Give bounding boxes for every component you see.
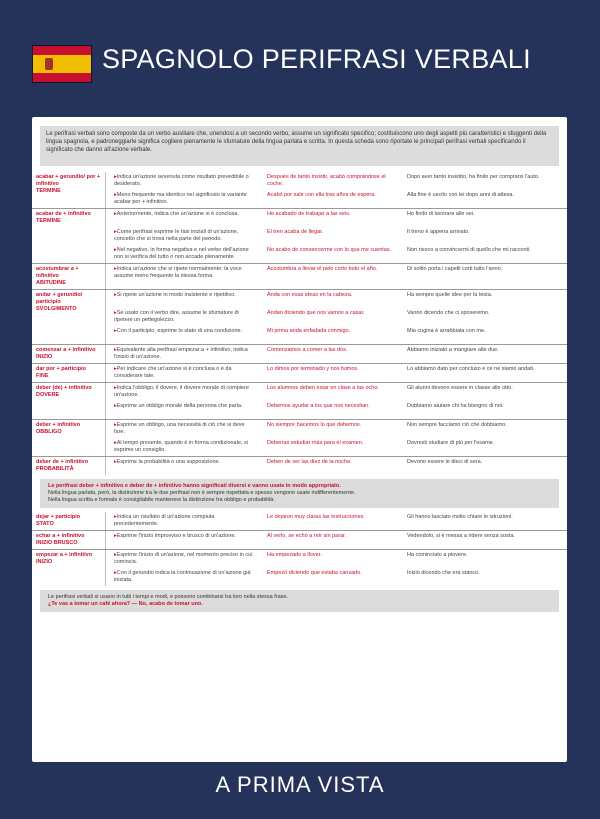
italian-translation: Mia cugina è arrabbiata con me. — [407, 328, 486, 334]
periphrasis-label — [32, 264, 106, 289]
spanish-example: He acabado de trabajar a las seis. — [267, 211, 351, 217]
table-row — [32, 456, 567, 475]
usage-description: ▸ Esprime l'inizio improvviso e brusco di un'azione. — [106, 533, 261, 547]
periphrasis-tag: INIZIO BRUSCO — [36, 540, 78, 546]
usage-description: ▸ Se usato con il verbo dire, assume le sfumature di ripetere un pettegolezzo. — [106, 310, 261, 324]
usage-list — [106, 420, 567, 456]
note-lead: Le perifrasi verbali si usano in tutti i tempi e modi, e possono combinarsi tra loro nella stessa frase. — [48, 594, 288, 600]
usage-description: ▸ Nel negativo, in forma negativa e nel verbo dell'azione non si verifica del tutto o non accade pienamente. — [106, 247, 261, 261]
periphrasis-tag: FINE — [36, 373, 49, 379]
periphrasis-tag: TERMINE — [36, 218, 61, 224]
usage-item — [106, 264, 567, 282]
usage-list — [106, 209, 567, 263]
periphrasis-form: comenzar a + infinitivo — [36, 347, 96, 353]
usage-item — [106, 345, 567, 363]
note-lines — [48, 601, 551, 608]
periphrasis-label — [32, 364, 106, 382]
italian-translation: Dobbiamo aiutare chi ha bisogno di noi. — [407, 403, 504, 409]
usage-item — [106, 326, 567, 344]
periphrasis-form: deber de + infinitivo — [36, 459, 89, 465]
usage-item — [106, 531, 567, 549]
usage-item — [106, 383, 567, 401]
usage-list — [106, 512, 567, 530]
periphrasis-form: dar por + participio — [36, 366, 86, 372]
table-row — [32, 512, 567, 530]
usage-list — [106, 531, 567, 549]
usage-list — [106, 457, 567, 475]
usage-item — [106, 190, 567, 208]
note-line: Nella lingua scritta e formale è consigliabile mantenere la distinzione tra obbligo e probabilità. — [48, 497, 275, 503]
note-box-1 — [40, 479, 559, 508]
periphrasis-label — [32, 420, 106, 456]
periphrasis-form: deber (de) + infinitivo — [36, 385, 92, 391]
periphrasis-label — [32, 512, 106, 530]
spanish-example: Deben de ser las diez de la noche. — [267, 459, 352, 465]
spanish-example: Los alumnos deben estar en clase a las ocho. — [267, 385, 379, 391]
italian-translation: Lo abbiamo dato per concluso e ce ne siamo andati. — [407, 366, 535, 372]
usage-list — [106, 290, 567, 344]
table-row — [32, 289, 567, 344]
periphrasis-label — [32, 550, 106, 586]
italian-translation: Dopo aver tanto insistito, ha finito per comprarsi l'auto. — [407, 174, 540, 180]
usage-description: ▸ Indica un'azione avvenuta come risultato prevedibile o desiderato. — [106, 174, 261, 188]
usage-description: ▸ Con il participio, esprime lo stato di una condizione. — [106, 328, 261, 342]
page-title: SPAGNOLO PERIFRASI VERBALI — [102, 44, 531, 74]
note-line: ¿Te vas a tomar un café ahora? — No, acabo de tomar uno. — [48, 601, 203, 607]
usage-description: ▸ Esprime l'inizio di un'azione, nel momento preciso in cui comincia. — [106, 552, 261, 566]
periphrasis-form: acabar de + infinitivo — [36, 211, 91, 217]
periphrasis-label — [32, 457, 106, 475]
note-lead: Le perifrasi deber + infinitivo e deber de + infinitivo hanno significati diversi e vanno usate in modo appropriato. — [48, 483, 341, 489]
periphrasis-label — [32, 531, 106, 549]
periphrasis-tag: DOVERE — [36, 392, 60, 398]
note-lines — [48, 490, 551, 504]
table-row — [32, 172, 567, 208]
usage-item — [106, 438, 567, 456]
periphrasis-tag: TERMINE — [36, 188, 61, 194]
usage-item — [106, 401, 567, 419]
usage-list — [106, 550, 567, 586]
italian-translation: Devono essere le dieci di sera. — [407, 459, 483, 465]
periphrasis-tag: STATO — [36, 521, 54, 527]
spanish-example: El tren acaba de llegar. — [267, 229, 324, 235]
usage-description: ▸ Al tempo presente, quando è in forma condizionale, si esprime un consiglio. — [106, 440, 261, 454]
usage-item — [106, 172, 567, 190]
usage-description: ▸ Esprime un obbligo, una necessità di ciò che si deve fare. — [106, 422, 261, 436]
spanish-example: Comenzamos a comer a las dos. — [267, 347, 348, 353]
usage-item — [106, 308, 567, 326]
table-row — [32, 549, 567, 586]
italian-translation: Iniziò dicendo che era stanco. — [407, 570, 480, 576]
periphrasis-label — [32, 383, 106, 419]
table-row — [32, 363, 567, 382]
spanish-example: Andan diciendo que nos vamos a casar. — [267, 310, 365, 316]
usage-item — [106, 364, 567, 382]
usage-description: ▸ Anteriormente, indica che un'azione si è conclusa. — [106, 211, 261, 225]
usage-description: ▸ Indica un'azione che si ripete normalmente; la voce assume meno frequente la stessa forma. — [106, 266, 261, 280]
usage-item — [106, 550, 567, 568]
periphrasis-label — [32, 290, 106, 344]
periphrasis-form: deber + infinitivo — [36, 422, 81, 428]
footer-brand: A PRIMA VISTA — [215, 772, 385, 797]
usage-item — [106, 227, 567, 245]
spanish-example: Acostumbra a llevar el pelo corto todo el año. — [267, 266, 378, 272]
periphrasis-tag: INIZIO — [36, 354, 53, 360]
italian-translation: Ha sempre quelle idee per la testa. — [407, 292, 493, 298]
italian-translation: Di solito porta i capelli corti tutto l'anno. — [407, 266, 503, 272]
spanish-example: Le dejaron muy claras las instrucciones. — [267, 514, 365, 520]
spanish-example: No acabo de convencerme con lo que me cuentas. — [267, 247, 392, 253]
reference-sheet — [32, 117, 567, 762]
spanish-example: Empezó diciendo que estaba cansado. — [267, 570, 362, 576]
periphrasis-tag: PROBABILITÀ — [36, 466, 74, 472]
periphrasis-tag: INIZIO — [36, 559, 53, 565]
periphrasis-table-2 — [32, 512, 567, 586]
italian-translation: Il treno è appena arrivato. — [407, 229, 470, 235]
italian-translation: Gli alunni devono essere in classe alle otto. — [407, 385, 513, 391]
usage-description: ▸ Equivalente alla perifrasi empezar a + infinitivo, indica l'inizio di un'azione. — [106, 347, 261, 361]
periphrasis-form: empezar a + infinitivo — [36, 552, 93, 558]
spanish-example: Acabó por salir con ella tras años de espera. — [267, 192, 376, 198]
italian-translation: Vanno dicendo che ci sposeremo. — [407, 310, 490, 316]
periphrasis-tag: ABITUDINE — [36, 280, 66, 286]
spanish-example: Al verlo, se echó a reír sin parar. — [267, 533, 347, 539]
usage-item — [106, 457, 567, 475]
table-row — [32, 419, 567, 456]
flag-stripe-top — [33, 46, 91, 55]
usage-description: ▸ Indica un risultato di un'azione compiuta precedentemente. — [106, 514, 261, 528]
flag-stripe-middle — [33, 55, 91, 73]
italian-translation: Abbiamo iniziato a mangiare alle due. — [407, 347, 499, 353]
table-row — [32, 530, 567, 549]
usage-list — [106, 345, 567, 363]
italian-translation: Dovresti studiare di più per l'esame. — [407, 440, 495, 446]
usage-list — [106, 172, 567, 208]
table-row — [32, 382, 567, 419]
usage-item — [106, 512, 567, 530]
usage-item — [106, 420, 567, 438]
spanish-example: Ha empezado a llover. — [267, 552, 322, 558]
usage-item — [106, 568, 567, 586]
periphrasis-form: acabar + gerundio/ por + infinitivo — [36, 174, 101, 187]
spanish-example: Anda con esas ideas en la cabeza. — [267, 292, 353, 298]
spanish-example: Lo dimos por terminado y nos fuimos. — [267, 366, 359, 372]
spanish-example: Debemos ayudar a los que nos necesitan. — [267, 403, 370, 409]
usage-description: ▸ Come perifrasi esprime le fasi iniziali di un'azione, concetto che si trova nella parte del periodo. — [106, 229, 261, 243]
usage-description: ▸ Esprime un obbligo morale della persona che parla. — [106, 403, 261, 417]
spanish-example: Deberías estudiar más para el examen. — [267, 440, 364, 446]
periphrasis-form: acostumbrar a + infinitivo — [36, 266, 79, 279]
usage-description: ▸ Meno frequente ma identico nel significato la variante acabar por + infinitivo. — [106, 192, 261, 206]
spain-flag-icon — [32, 45, 92, 83]
usage-description: ▸ Indica l'obbligo, il dovere, il dovere morale di compiere un'azione. — [106, 385, 261, 399]
periphrasis-label — [32, 172, 106, 208]
italian-translation: Non riesco a convincermi di quello che mi racconti. — [407, 247, 531, 253]
periphrasis-form: dejar + participio — [36, 514, 81, 520]
table-row — [32, 263, 567, 289]
usage-item — [106, 290, 567, 308]
periphrasis-tag: OBBLIGO — [36, 429, 62, 435]
italian-translation: Non sempre facciamo ciò che dobbiamo. — [407, 422, 507, 428]
periphrasis-tag: SVOLGIMENTO — [36, 306, 77, 312]
periphrasis-form: andar + gerundio/ participio — [36, 292, 83, 305]
flag-crest — [45, 58, 53, 70]
table-row — [32, 344, 567, 363]
italian-translation: Ha cominciato a piovere. — [407, 552, 468, 558]
periphrasis-label — [32, 209, 106, 263]
italian-translation: Gli hanno lasciato molto chiare le istruzioni. — [407, 514, 513, 520]
usage-list — [106, 383, 567, 419]
usage-description: ▸ Esprime la probabilità o una supposizione. — [106, 459, 261, 473]
spanish-example: Después de tanto insistir, acabó comprándose el coche. — [267, 174, 386, 187]
usage-item — [106, 209, 567, 227]
usage-list — [106, 364, 567, 382]
usage-item — [106, 245, 567, 263]
usage-list — [106, 264, 567, 289]
usage-description: ▸ Si ripete un'azione in modo insistente e ripetitivo. — [106, 292, 261, 306]
periphrasis-label — [32, 345, 106, 363]
header — [0, 0, 600, 116]
periphrasis-table — [32, 172, 567, 475]
italian-translation: Vedendolo, si è messa a ridere senza sosta. — [407, 533, 515, 539]
usage-description: ▸ Con il gerundio indica la continuazione di un'azione già iniziata. — [106, 570, 261, 584]
intro-text: Le perifrasi verbali sono composte da un verbo ausiliare che, unendosi a un secondo verbo, assume un significato specifico; costituiscono uno degli aspetti più caratteristici e sfuggenti della lingua spagnola, e padroneggiarle significa cogliere pienamente le sfumature della lingua parlata e scritta. In questa scheda sono riportate le principali perifrasi verbali specificando il significato che danno all'azione verbale. — [40, 126, 559, 166]
table-row — [32, 208, 567, 263]
usage-description: ▸ Per indicare che un'azione si è conclusa o è da considerare tale. — [106, 366, 261, 380]
italian-translation: Ho finito di lavorare alle sei. — [407, 211, 475, 217]
spanish-example: Mi prima anda enfadada conmigo. — [267, 328, 351, 334]
flag-stripe-bottom — [33, 73, 91, 82]
italian-translation: Alla fine è uscito con lei dopo anni di attesa. — [407, 192, 515, 198]
note-line: Nella lingua parlata, però, la distinzione tra le due perifrasi non è sempre rispettata e spesso vengono usate indifferentemente. — [48, 490, 356, 496]
note-box-2 — [40, 590, 559, 612]
spanish-example: No siempre hacemos lo que debemos. — [267, 422, 362, 428]
periphrasis-form: echar a + infinitivo — [36, 533, 85, 539]
